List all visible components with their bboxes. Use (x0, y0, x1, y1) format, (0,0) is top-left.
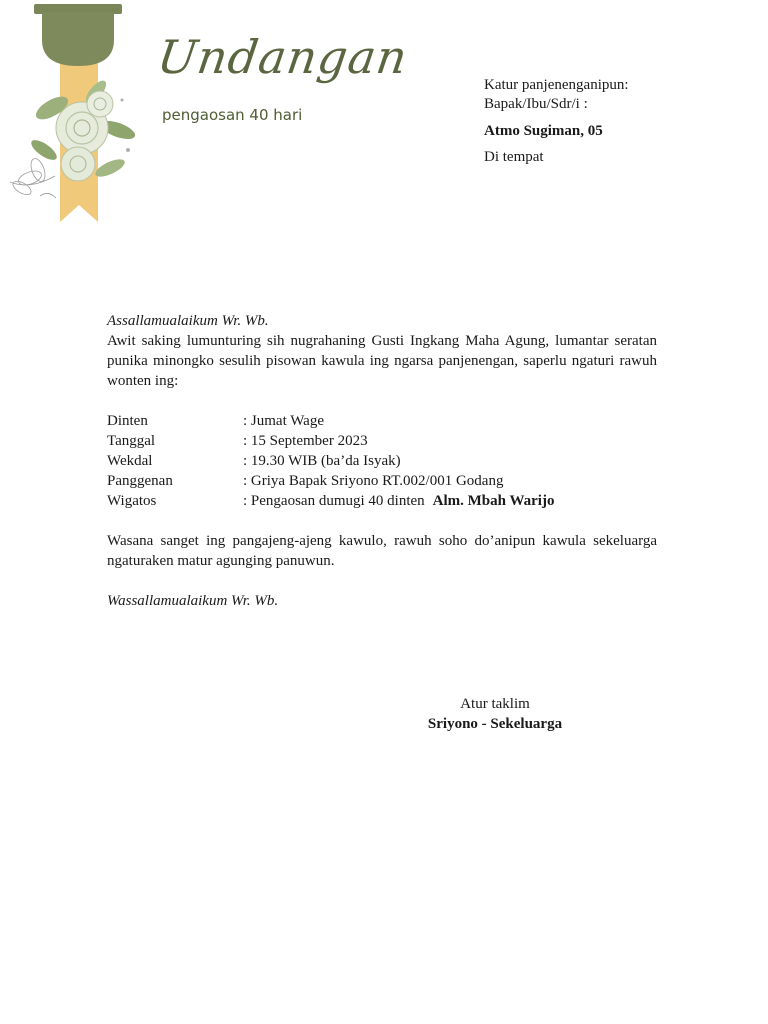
detail-value: : Griya Bapak Sriyono RT.002/001 Godang (243, 473, 504, 489)
ribbon-floral-ornament (0, 0, 160, 230)
recipient-name: Atmo Sugiman, 05 (484, 123, 603, 139)
detail-value-wigatos (243, 491, 554, 511)
detail-row-panggenan (107, 471, 657, 491)
letter-body (107, 311, 657, 611)
event-details (107, 411, 657, 511)
detail-row-tanggal (107, 431, 657, 451)
opening-paragraph: Awit saking lumunturing sih nugrahaning Gusti Ingkang Maha Agung, lumantar seratan punika minongko sesulih pisowan kawula ing ngarsa panjenengan, saperlu ngaturi rawuh wonten ing: (107, 333, 657, 389)
signature-block (400, 694, 590, 734)
invitation-subtitle: pengaosan 40 hari (162, 106, 303, 124)
detail-value: : 19.30 WIB (ba’da Isyak) (243, 453, 401, 469)
closing-paragraph: Wasana sanget ing pangajeng-ajeng kawulo, rawuh soho do’anipun kawula sekeluarga ngaturaken matur agunging panuwun. (107, 533, 657, 569)
detail-value: : Pengaosan dumugi 40 dinten (243, 493, 425, 509)
recipient-place: Di tempat (484, 149, 544, 165)
detail-value: : 15 September 2023 (243, 433, 368, 449)
detail-value: : Jumat Wage (243, 413, 324, 429)
farewell: Wassallamualaikum Wr. Wb. (107, 593, 279, 609)
address-line-2: Bapak/Ibu/Sdr/i : (484, 96, 588, 112)
signer-name: Sriyono - Sekeluarga (427, 716, 563, 732)
detail-label: Wekdal (107, 453, 153, 469)
detail-row-wekdal (107, 451, 657, 471)
detail-label: Dinten (107, 413, 148, 429)
signature-intro: Atur taklim (460, 696, 530, 712)
recipient-address-block (484, 76, 629, 167)
detail-row-wigatos (107, 491, 657, 511)
detail-label: Panggenan (107, 473, 173, 489)
deceased-name: Alm. Mbah Warijo (432, 493, 555, 509)
detail-label: Wigatos (107, 493, 157, 509)
invitation-title: Undangan (154, 30, 412, 84)
detail-row-dinten (107, 411, 657, 431)
detail-label: Tanggal (107, 433, 156, 449)
greeting: Assallamualaikum Wr. Wb. (107, 313, 269, 329)
address-line-1: Katur panjenenganipun: (484, 77, 629, 93)
